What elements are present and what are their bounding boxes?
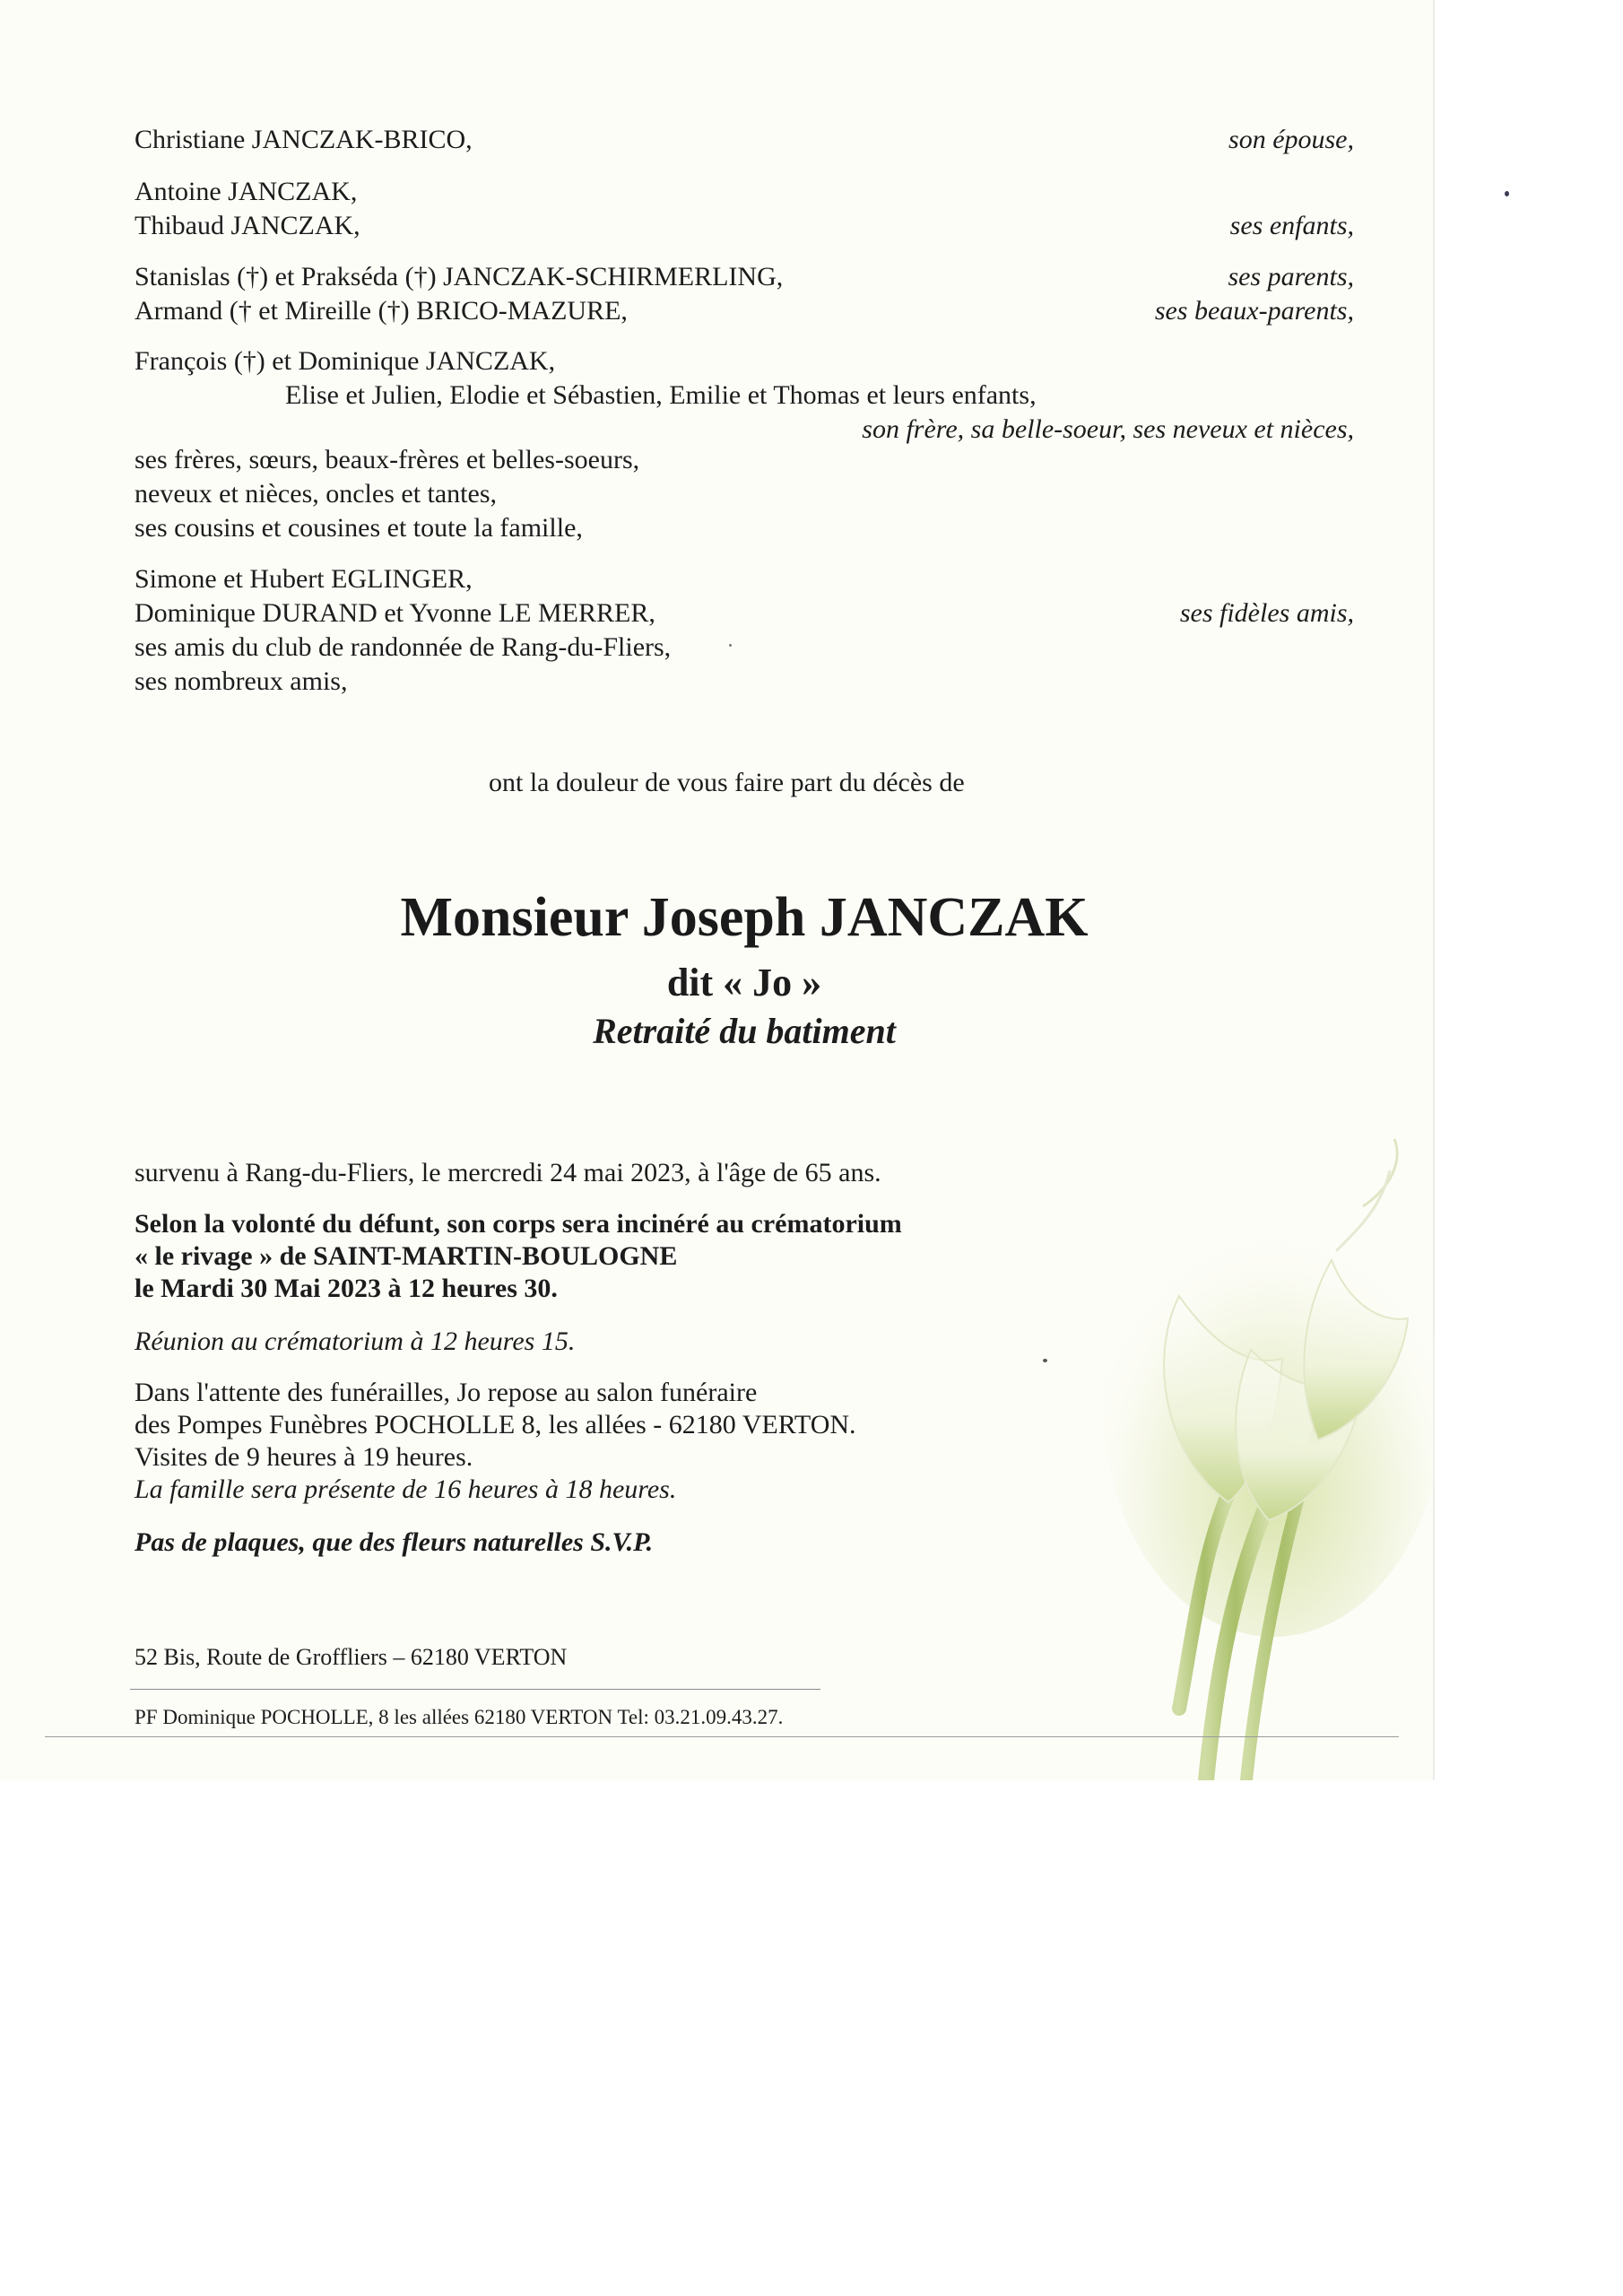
family-list: [135, 123, 1354, 157]
family-parents: [135, 260, 1354, 328]
family-presence-text: La famille sera présente de 16 heures à 18 heures.: [135, 1474, 677, 1504]
divider: [45, 1736, 1399, 1737]
deceased-nickname: dit « Jo »: [666, 961, 822, 1004]
family-name: Stanislas (†) et Prakséda (†) JANCZAK-SCHIRMERLING,: [135, 262, 784, 291]
scan-speck: [729, 644, 732, 647]
meeting-block: [135, 1326, 1166, 1358]
family-name: Thibaud JANCZAK,: [135, 211, 360, 240]
family-name: Armand († et Mireille (†) BRICO-MAZURE,: [135, 296, 628, 326]
friend-name: Simone et Hubert EGLINGER,: [135, 564, 473, 594]
siblings-names: François (†) et Dominique JANCZAK,: [135, 346, 556, 376]
flowers-block: [135, 1526, 1166, 1559]
family-name: Christiane JANCZAK-BRICO,: [135, 125, 473, 154]
death-notice-text: survenu à Rang-du-Fliers, le mercredi 24 mai 2023, à l'âge de 65 ans.: [135, 1158, 881, 1187]
deceased-profession: Retraité du batiment: [593, 1011, 896, 1051]
flowers-text: Pas de plaques, que des fleurs naturelles S.V.P.: [135, 1527, 654, 1557]
ceremony-line: « le rivage » de SAINT-MARTIN-BOULOGNE: [135, 1241, 678, 1271]
siblings-block: [135, 344, 1354, 447]
ceremony-block: [135, 1208, 1166, 1305]
scan-speck: [1043, 1359, 1047, 1362]
wake-line: Dans l'attente des funérailles, Jo repose au salon funéraire: [135, 1378, 758, 1407]
family-entry-spouse: [135, 123, 1354, 157]
address-text: 52 Bis, Route de Groffliers – 62180 VERTON: [135, 1644, 568, 1670]
family-name: Antoine JANCZAK,: [135, 177, 358, 206]
friends-block: [135, 562, 1354, 699]
family-relation: ses beaux-parents,: [1154, 296, 1354, 326]
funeral-home-footer: PF Dominique POCHOLLE, 8 les allées 62180 VERTON Tel: 03.21.09.43.27.: [135, 1706, 784, 1728]
announcement-text: ont la douleur de vous faire part du décès de: [489, 768, 965, 797]
death-notice: [135, 1157, 1166, 1189]
meeting-text: Réunion au crématorium à 12 heures 15.: [135, 1326, 576, 1356]
friend-name: Dominique DURAND et Yvonne LE MERRER,: [135, 598, 655, 628]
family-relation: son épouse,: [1228, 125, 1354, 154]
scan-speck: [1505, 191, 1509, 196]
wake-block: [135, 1377, 1166, 1506]
extended-family-line: neveux et nièces, oncles et tantes,: [135, 479, 498, 509]
friend-name: ses nombreux amis,: [135, 666, 348, 696]
siblings-relation: son frère, sa belle-soeur, ses neveux et nièces,: [862, 414, 1354, 444]
family-children: [135, 175, 1354, 243]
ceremony-line: Selon la volonté du défunt, son corps sera incinéré au crématorium: [135, 1209, 902, 1239]
extended-family-block: [135, 443, 1354, 545]
wake-line: Visites de 9 heures à 19 heures.: [135, 1442, 473, 1472]
divider: [130, 1689, 820, 1690]
friend-name: ses amis du club de randonnée de Rang-du-Fliers,: [135, 632, 672, 662]
friends-relation: ses fidèles amis,: [1179, 598, 1354, 628]
extended-family-line: ses cousins et cousines et toute la famille,: [135, 513, 583, 543]
wake-line: des Pompes Funèbres POCHOLLE 8, les allées - 62180 VERTON.: [135, 1410, 856, 1439]
extended-family-line: ses frères, sœurs, beaux-frères et belles-soeurs,: [135, 445, 640, 474]
ceremony-line: le Mardi 30 Mai 2023 à 12 heures 30.: [135, 1274, 558, 1303]
siblings-children: Elise et Julien, Elodie et Sébastien, Emilie et Thomas et leurs enfants,: [285, 380, 1037, 410]
family-relation: ses parents,: [1228, 262, 1354, 291]
deceased-name: Monsieur Joseph JANCZAK: [400, 887, 1089, 948]
family-relation: ses enfants,: [1229, 211, 1354, 240]
